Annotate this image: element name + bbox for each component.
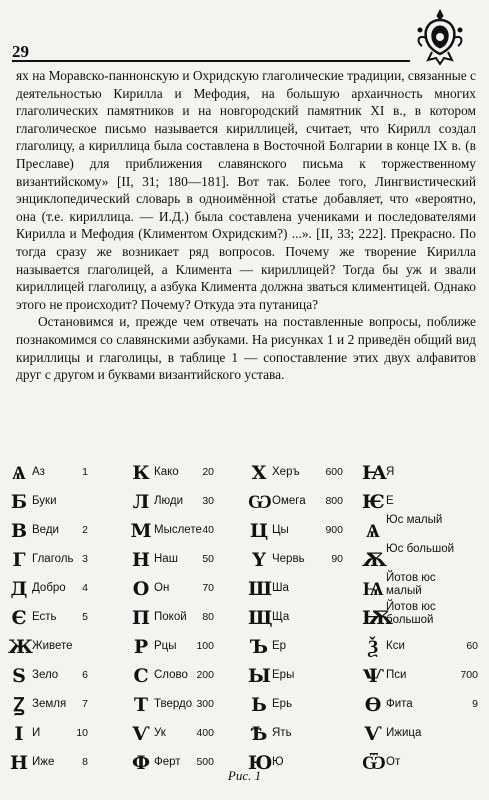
letter-value: 800 <box>325 495 343 507</box>
body-text <box>16 67 476 384</box>
letter-row <box>362 723 480 752</box>
letter-name: И <box>32 727 41 739</box>
letter-name: Фита <box>386 698 413 710</box>
letter-row <box>8 578 126 607</box>
alphabet-column <box>248 462 360 781</box>
letter-glyph: Ѧ <box>366 520 380 542</box>
letter-row <box>248 723 360 752</box>
letter-value: 700 <box>460 669 478 681</box>
letter-value: 200 <box>196 669 214 681</box>
letter-glyph: Ь <box>251 694 267 716</box>
paragraph-1: ях на Моравско-паннонскую и Охридскую глаголические традиции, связанные с деятельностью Кирилла и Мефодия, на большую архаичность многих глаголических памятников и на новгородский памятник XI в., в котором глаголическое письмо называется кириллицей, считает, что Кирилл создал глаголицу, а кириллица была составлена в Восточной Болгарии в конце IX в. (в Преславе) для приближения славянского письма к торжественному византийскому» [II, 31; 180—181]. Вот так. Более того, Лингвистический энциклопедический словарь в одноимённой статье добавляет, что «вероятно, она (т.е. кириллица. — И.Д.) была составлена учениками и последователями Кирилла и Мефодия (Климентом Охридским?) ...». [II, 33; 222]. Прекрасно. По тогда сразу же возникает ряд вопросов. Почему же творение Кирилла называется глаголицей, а Климента — кириллицей? Тогда бы уж и звали кириллицей глаголицу, а азбука Климента должна зваться климентицей. Однако этого не происходит? Почему? Откуда эта путаница? <box>16 68 476 312</box>
letter-row <box>130 462 244 491</box>
letter-value: 9 <box>472 698 478 710</box>
letter-row <box>248 694 360 723</box>
letter-name: Ер <box>272 640 287 652</box>
letter-glyph: І <box>14 723 24 745</box>
letter-row <box>362 601 480 636</box>
letter-name: Ща <box>272 611 290 623</box>
letter-name: Ижица <box>386 727 422 739</box>
letter-glyph: Ѡ <box>248 491 272 513</box>
letter-name: Е <box>386 495 394 507</box>
letter-row <box>8 694 126 723</box>
letter-glyph: Ѵ <box>364 723 382 745</box>
letter-value: 6 <box>82 669 88 681</box>
letter-glyph: Ѱ <box>362 665 384 687</box>
letter-row <box>8 665 126 694</box>
letter-name: Он <box>154 582 170 594</box>
letter-name: Глаголь <box>32 553 74 565</box>
letter-name: Я <box>386 466 395 478</box>
letter-value: 50 <box>202 553 214 565</box>
alphabet-column <box>130 462 244 781</box>
letter-name: Цы <box>272 524 289 536</box>
letter-name: Йотов юс малый <box>386 572 436 597</box>
letter-name: Есть <box>32 611 57 623</box>
letter-glyph: Р <box>133 636 149 658</box>
letter-row <box>248 607 360 636</box>
letter-row <box>248 636 360 665</box>
letter-name: Иже <box>32 756 55 768</box>
letter-glyph: Ѳ <box>364 694 382 716</box>
letter-row <box>8 549 126 578</box>
letter-value: 7 <box>82 698 88 710</box>
cyrillic-alphabet-figure <box>8 462 484 774</box>
letter-glyph: Ѫ <box>362 549 387 571</box>
letter-name: Йотов юс большой <box>386 601 436 626</box>
letter-value: 20 <box>202 466 214 478</box>
letter-glyph: Ꙗ <box>362 462 387 484</box>
letter-row <box>362 694 480 723</box>
letter-glyph: П <box>132 607 150 629</box>
page-header <box>0 0 489 62</box>
letter-row <box>362 665 480 694</box>
letter-value: 80 <box>202 611 214 623</box>
letter-glyph: Н <box>132 549 150 571</box>
letter-row <box>8 723 126 752</box>
letter-glyph: Т <box>133 694 149 716</box>
letter-glyph: Є <box>11 607 27 629</box>
letter-name: Твердо <box>154 698 193 710</box>
letter-glyph: Ꙁ <box>13 694 25 716</box>
letter-row <box>130 549 244 578</box>
letter-name: Кси <box>386 640 405 652</box>
letter-value: 30 <box>202 495 214 507</box>
letter-value: 100 <box>196 640 214 652</box>
letter-row <box>248 491 360 520</box>
letter-name: Ша <box>272 582 289 594</box>
letter-value: 3 <box>82 553 88 565</box>
page-number: 29 <box>12 42 29 61</box>
letter-row <box>8 636 126 665</box>
letter-glyph: Ю <box>248 752 273 774</box>
letter-name: Земля <box>32 698 67 710</box>
letter-glyph: Н <box>10 752 28 774</box>
letter-name: От <box>386 756 401 768</box>
letter-value: 300 <box>196 698 214 710</box>
letter-glyph: Ъ <box>249 636 269 658</box>
letter-row <box>248 520 360 549</box>
letter-name: Мыслете <box>154 524 202 536</box>
header-rule <box>12 60 410 62</box>
letter-name: Слово <box>154 669 188 681</box>
letter-value: 600 <box>325 466 343 478</box>
letter-value: 5 <box>82 611 88 623</box>
letter-row <box>362 636 480 665</box>
letter-name: Рцы <box>154 640 177 652</box>
letter-glyph: К <box>132 462 150 484</box>
letter-value: 4 <box>82 582 88 594</box>
letter-name: Люди <box>154 495 184 507</box>
alphabet-column <box>362 462 480 781</box>
letter-name: Червь <box>272 553 305 565</box>
letter-glyph: Ѥ <box>362 491 385 513</box>
letter-glyph: Ѭ <box>362 607 393 629</box>
letter-glyph: О <box>132 578 150 600</box>
letter-glyph: Ш <box>248 578 273 600</box>
letter-glyph: Д <box>10 578 28 600</box>
figure-caption: Рис. 1 <box>227 768 262 783</box>
letter-row <box>130 578 244 607</box>
letter-glyph: Л <box>132 491 150 513</box>
letter-glyph: Ж <box>8 636 33 658</box>
letter-value: 10 <box>76 727 88 739</box>
letter-glyph: Ѯ <box>367 636 379 658</box>
letter-row <box>248 665 360 694</box>
letter-name: Буки <box>32 495 57 507</box>
letter-glyph: Ѕ <box>12 665 26 687</box>
letter-glyph: Б <box>10 491 28 513</box>
letter-row <box>8 462 126 491</box>
letter-glyph: Ы <box>248 665 271 687</box>
letter-name: Ферт <box>154 756 181 768</box>
letter-name: Ук <box>154 727 166 739</box>
letter-row <box>248 462 360 491</box>
letter-name: Херъ <box>272 466 300 478</box>
alphabet-column <box>8 462 126 781</box>
letter-name: Добро <box>32 582 66 594</box>
letter-row <box>130 694 244 723</box>
letter-row <box>130 665 244 694</box>
letter-glyph: Ц <box>249 520 269 542</box>
letter-name: Ерь <box>272 698 293 710</box>
letter-glyph: Ү <box>252 549 266 571</box>
letter-value: 1 <box>82 466 88 478</box>
letter-row <box>248 549 360 578</box>
letter-value: 8 <box>82 756 88 768</box>
letter-value: 70 <box>202 582 214 594</box>
letter-glyph: Х <box>251 462 267 484</box>
letter-row <box>248 578 360 607</box>
letter-name: Како <box>154 466 179 478</box>
letter-name: Наш <box>154 553 178 565</box>
letter-glyph: Щ <box>248 607 273 629</box>
letter-name: Зело <box>32 669 59 681</box>
letter-row <box>8 520 126 549</box>
letter-name: Ю <box>272 756 284 768</box>
letter-name: Веди <box>32 524 59 536</box>
letter-value: 2 <box>82 524 88 536</box>
letter-name: Юс малый <box>386 514 443 526</box>
paragraph-2: Остановимся и, прежде чем отвечать на поставленные вопросы, поближе познакомимся со славянскими азбуками. На рисунках 1 и 2 приведён общий вид кириллицы и глаголицы, в таблице 1 — сопоставление этих двух алфавитов друг с другом и буквами византийского устава. <box>16 314 476 383</box>
letter-value: 400 <box>196 727 214 739</box>
letter-value: 40 <box>202 524 214 536</box>
letter-name: Омега <box>272 495 306 507</box>
ornament-icon <box>410 8 470 68</box>
letter-glyph: Г <box>12 549 26 571</box>
letter-row <box>130 520 244 549</box>
letter-row <box>8 607 126 636</box>
letter-glyph: Ѣ <box>250 723 268 745</box>
letter-glyph: Ѩ <box>362 578 384 600</box>
letter-row <box>362 462 480 491</box>
letter-name: Живете <box>32 640 73 652</box>
letter-row <box>130 636 244 665</box>
letter-glyph: С <box>133 665 149 687</box>
letter-row <box>130 491 244 520</box>
letter-row <box>8 491 126 520</box>
letter-name: Покой <box>154 611 187 623</box>
letter-value: 900 <box>325 524 343 536</box>
letter-value: 500 <box>196 756 214 768</box>
letter-value: 90 <box>331 553 343 565</box>
letter-value: 60 <box>466 640 478 652</box>
letter-glyph: Ѧ <box>12 462 26 484</box>
letter-name: Еры <box>272 669 295 681</box>
letter-glyph: Ѵ <box>132 723 150 745</box>
letter-glyph: Ф <box>131 752 151 774</box>
letter-name: Юс большой <box>386 543 455 555</box>
letter-row <box>130 723 244 752</box>
letter-glyph: Ѿ <box>362 752 386 774</box>
letter-name: Пси <box>386 669 407 681</box>
letter-name: Аз <box>32 466 45 478</box>
letter-name: Ять <box>272 727 292 739</box>
letter-row <box>130 607 244 636</box>
letter-glyph: В <box>10 520 28 542</box>
letter-glyph: М <box>130 520 152 542</box>
